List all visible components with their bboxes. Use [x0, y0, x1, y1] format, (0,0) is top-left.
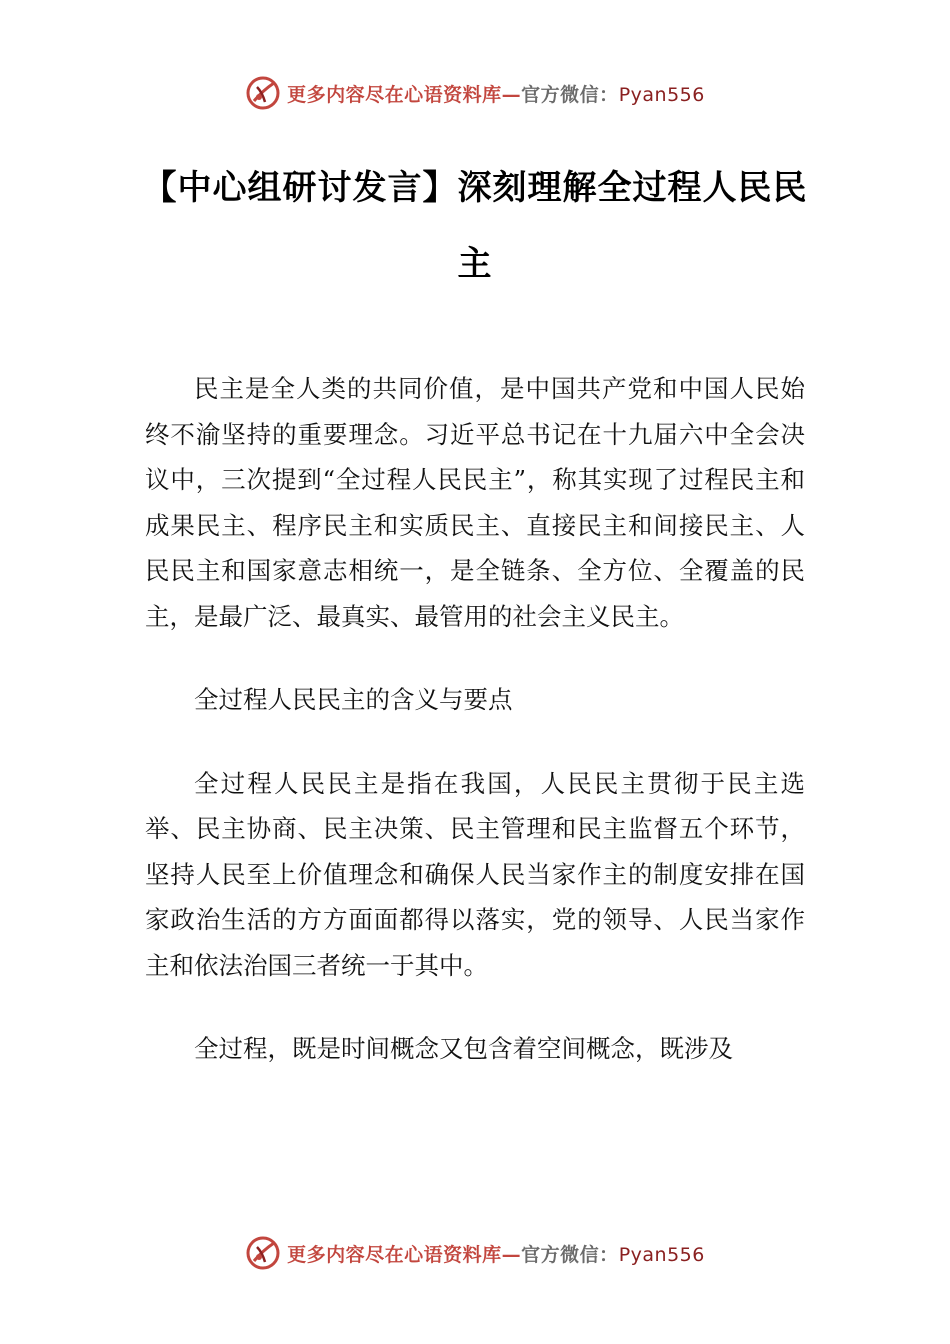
banner-library-name: 更多内容尽在心语资料库	[287, 1243, 502, 1266]
banner-library-name: 更多内容尽在心语资料库	[287, 83, 502, 106]
header-banner	[0, 71, 950, 115]
banner-text	[287, 80, 705, 107]
footer-banner	[0, 1231, 950, 1275]
paragraph-intro: 民主是全人类的共同价值，是中国共产党和中国人民始终不渝坚持的重要理念。习近平总书记在十九届六中全会决议中，三次提到“全过程人民民主”，称其实现了过程民主和成果民主、程序民主和实质民主、直接民主和间接民主、人民民主和国家意志相统一，是全链条、全方位、全覆盖的民主，是最广泛、最真实、最管用的社会主义民主。	[145, 374, 805, 631]
banner-dash: —	[501, 83, 522, 106]
library-logo-icon	[245, 75, 281, 111]
document-body	[145, 366, 805, 1110]
banner-wechat-label: 官方微信：	[521, 83, 619, 106]
document-title: 【中心组研讨发言】深刻理解全过程人民民主	[142, 168, 808, 284]
banner-dash: —	[501, 1243, 522, 1266]
library-logo-icon	[245, 1235, 281, 1271]
banner-wechat-label: 官方微信：	[521, 1243, 619, 1266]
paragraph-whole-process: 全过程，既是时间概念又包含着空间概念，既涉及	[194, 1034, 733, 1063]
banner-wechat-id: Pyan556	[618, 83, 705, 106]
banner-text	[287, 1240, 705, 1267]
paragraph-definition: 全过程人民民主是指在我国，人民民主贯彻于民主选举、民主协商、民主决策、民主管理和民主监督五个环节，坚持人民至上价值理念和确保人民当家作主的制度安排在国家政治生活的方方面面都得以落实，党的领导、人民当家作主和依法治国三者统一于其中。	[145, 768, 805, 980]
banner-wechat-id: Pyan556	[618, 1243, 705, 1266]
section-heading: 全过程人民民主的含义与要点	[194, 685, 513, 714]
